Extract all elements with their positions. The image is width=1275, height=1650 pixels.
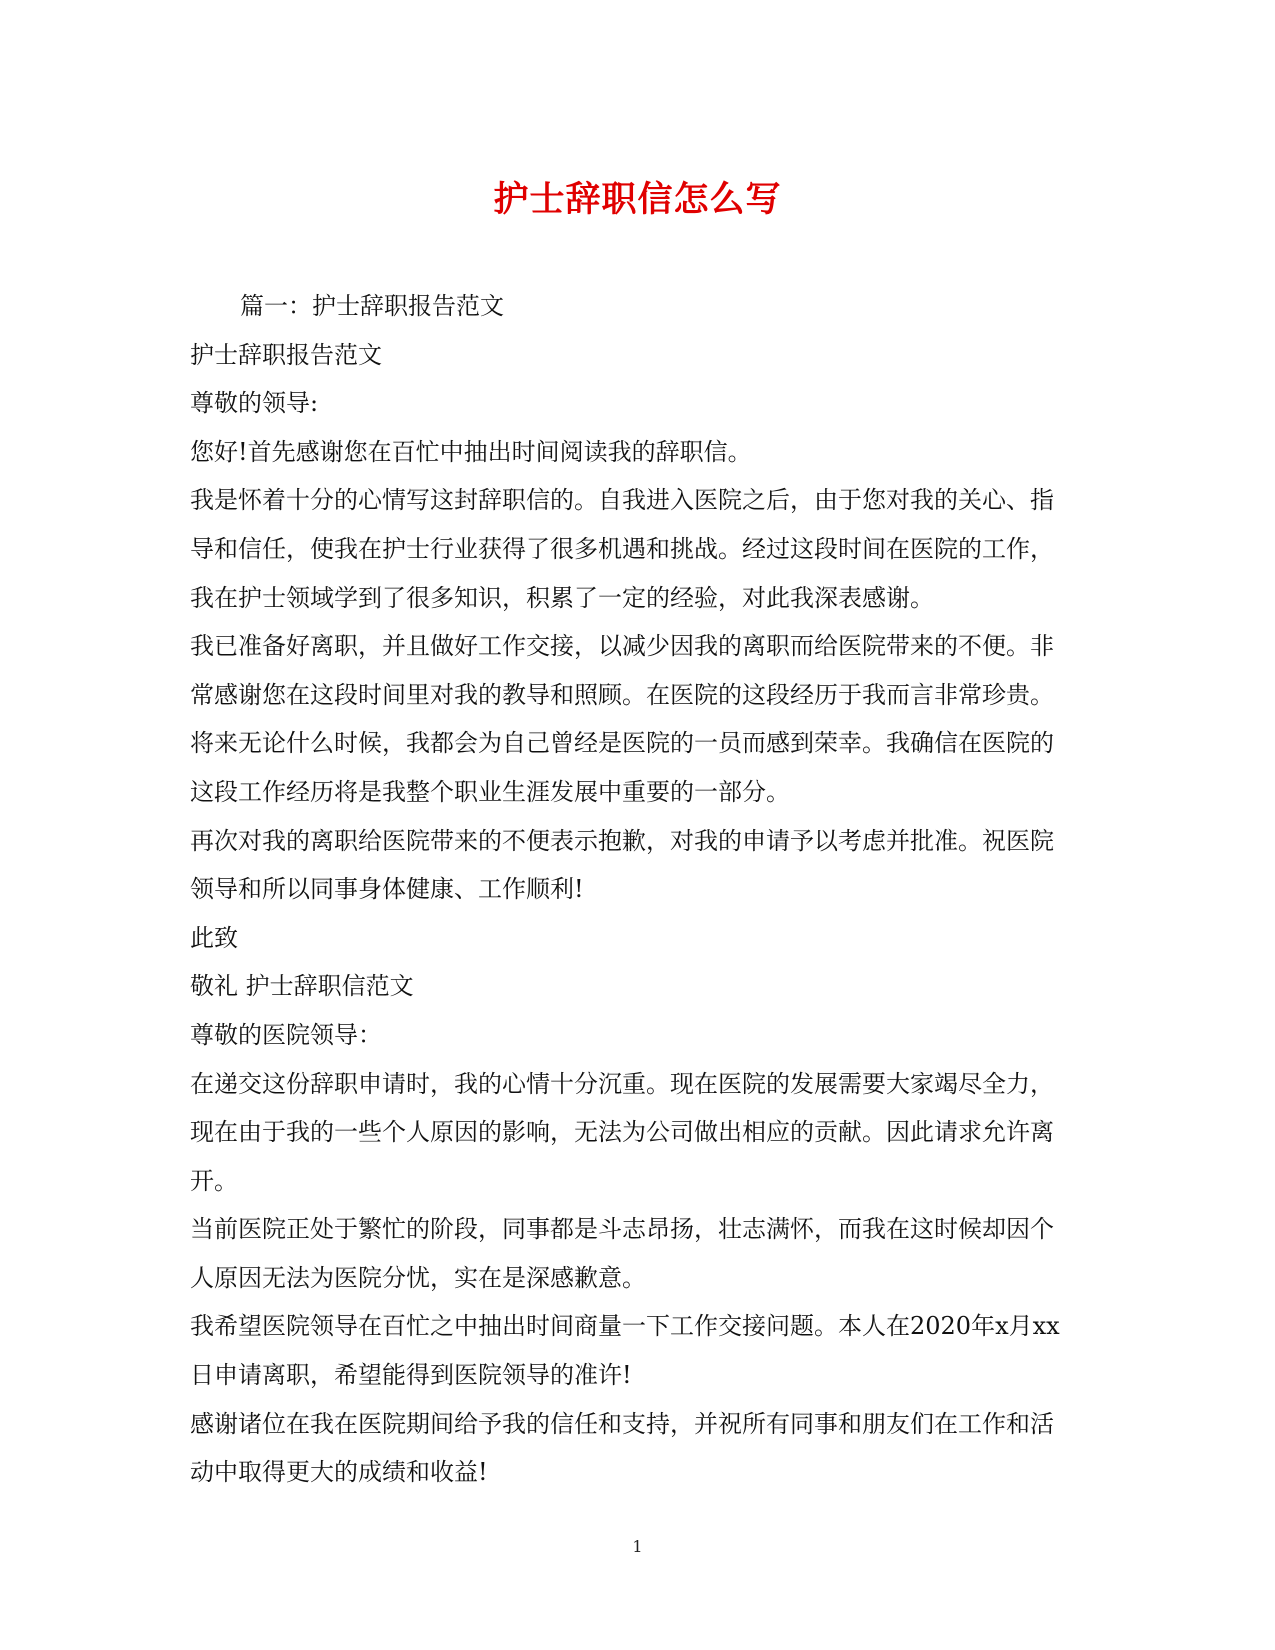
paragraph-line: 您好!首先感谢您在百忙中抽出时间阅读我的辞职信。 [190, 437, 752, 466]
document-title: 护士辞职信怎么写 [493, 179, 782, 220]
page-number: 1 [632, 1537, 643, 1556]
paragraph-line: 现在由于我的一些个人原因的影响，无法为公司做出相应的贡献。因此请求允许离 [190, 1118, 1054, 1147]
paragraph-line: 我已准备好离职，并且做好工作交接，以减少因我的离职而给医院带来的不便。非 [190, 632, 1054, 661]
paragraph-line: 日申请离职，希望能得到医院领导的准许! [190, 1361, 632, 1390]
paragraph-line: 感谢诸位在我在医院期间给予我的信任和支持，并祝所有同事和朋友们在工作和活 [190, 1409, 1054, 1438]
paragraph-line: 再次对我的离职给医院带来的不便表示抱歉，对我的申请予以考虑并批准。祝医院 [190, 826, 1054, 855]
paragraph-line: 我希望医院领导在百忙之中抽出时间商量一下工作交接问题。本人在2020年x月xx [190, 1312, 1060, 1341]
document-body [190, 282, 1090, 1497]
paragraph-line: 导和信任，使我在护士行业获得了很多机遇和挑战。经过这段时间在医院的工作， [190, 534, 1054, 563]
paragraph-line: 在递交这份辞职申请时，我的心情十分沉重。现在医院的发展需要大家竭尽全力， [190, 1069, 1054, 1098]
paragraph-line: 领导和所以同事身体健康、工作顺利! [190, 875, 584, 904]
paragraph-line: 将来无论什么时候，我都会为自己曾经是医院的一员而感到荣幸。我确信在医院的 [190, 729, 1054, 758]
paragraph-line: 我在护士领域学到了很多知识，积累了一定的经验，对此我深表感谢。 [190, 583, 934, 612]
paragraph-line: 这段工作经历将是我整个职业生涯发展中重要的一部分。 [190, 777, 790, 806]
paragraph-line: 人原因无法为医院分忧，实在是深感歉意。 [190, 1263, 646, 1292]
paragraph-line: 敬礼 护士辞职信范文 [190, 972, 414, 1001]
section-heading: 篇一：护士辞职报告范文 [240, 292, 504, 320]
paragraph-line: 开。 [190, 1166, 238, 1195]
paragraph-line: 护士辞职报告范文 [190, 340, 382, 369]
paragraph-line: 动中取得更大的成绩和收益! [190, 1458, 488, 1487]
paragraph-line: 当前医院正处于繁忙的阶段，同事都是斗志昂扬，壮志满怀，而我在这时候却因个 [190, 1215, 1054, 1244]
paragraph-line: 我是怀着十分的心情写这封辞职信的。自我进入医院之后，由于您对我的关心、指 [190, 486, 1054, 515]
paragraph-line: 此致 [190, 923, 238, 952]
paragraph-line: 常感谢您在这段时间里对我的教导和照顾。在医院的这段经历于我而言非常珍贵。 [190, 680, 1054, 709]
paragraph-line: 尊敬的领导: [190, 389, 319, 418]
paragraph-line: 尊敬的医院领导： [190, 1020, 382, 1049]
